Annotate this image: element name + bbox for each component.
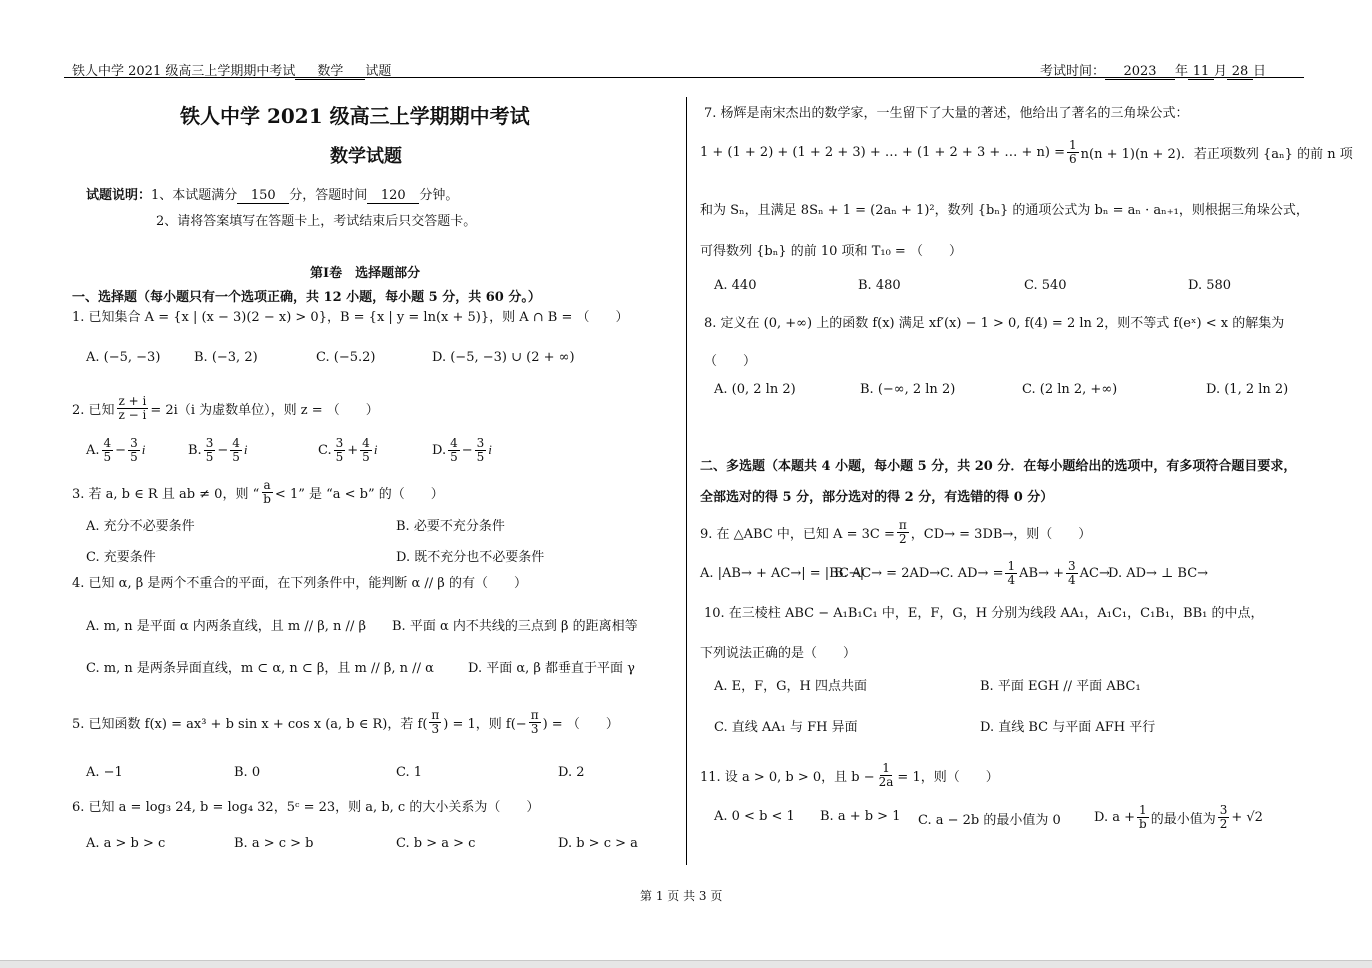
q3-option-d: D. 既不充分也不必要条件 — [396, 550, 545, 565]
q2-option-d: D. $\frac{4}{5}$ − $\frac{3}{5}$ i — [432, 435, 492, 464]
q11-option-d: D. a + $\frac{1}{b}$ 的最小值为 $\frac{3}{2}$ + √2 — [1094, 802, 1263, 831]
q2-option-b: B. $\frac{3}{5}$ − $\frac{4}{5}$ i — [188, 435, 248, 464]
instructions-label: 试题说明： — [86, 188, 152, 203]
q8-option-b: B. (−∞, 2 ln 2) — [860, 382, 956, 397]
q4-option-c: C. m, n 是两条异面直线，m ⊂ α, n ⊂ β，且 m // β, n // α — [86, 661, 434, 676]
q5-option-d: D. 2 — [558, 765, 585, 780]
q8-option-a: A. (0, 2 ln 2) — [714, 382, 796, 397]
q1-stem: 1. 已知集合 A = {x | (x − 3)(2 − x) > 0}，B = {x | y = ln(x + 5)}，则 A ∩ B = （ ） — [72, 310, 629, 325]
q8-option-c: C. (2 ln 2, +∞) — [1022, 382, 1118, 397]
q9-stem: 9. 在 △ABC 中，已知 A = 3C = $\frac{\pi}{2}$ ，CD→ = 3DB→，则（ ） — [700, 517, 1092, 546]
q10-line1: 10. 在三棱柱 ABC − A₁B₁C₁ 中，E，F，G，H 分别为线段 AA₁，A₁C₁，C₁B₁，BB₁ 的中点， — [704, 606, 1264, 621]
q4-option-b: B. 平面 α 内不共线的三点到 β 的距离相等 — [392, 619, 638, 634]
instructions-line1: 试题说明：1、本试题满分 150 分，答题时间 120 分钟。 — [86, 188, 459, 203]
q4-stem: 4. 已知 α, β 是两个不重合的平面，在下列条件中，能判断 α // β 的有（ ） — [72, 576, 527, 591]
header-subject: 数学 — [295, 65, 365, 80]
section1-heading: 一、选择题（每小题只有一个选项正确，共 12 小题，每小题 5 分，共 60 分。） — [72, 290, 541, 305]
q1-option-b: B. (−3, 2) — [194, 350, 258, 365]
header-right: 考试时间： 2023 年 11 月 28 日 — [1040, 64, 1267, 79]
q7-line1: 7. 杨辉是南宋杰出的数学家，一生留下了大量的著述，他给出了著名的三角垛公式： — [704, 106, 1189, 121]
header-exam-time-label: 考试时间： — [1040, 64, 1106, 79]
q9-option-b: B. AC→ = 2AD→ — [834, 566, 941, 581]
q7-option-c: C. 540 — [1024, 278, 1067, 293]
q5-option-c: C. 1 — [396, 765, 423, 780]
answer-time: 120 — [367, 189, 419, 204]
q5-option-a: A. −1 — [86, 765, 123, 780]
section1-title: 第Ⅰ卷 选择题部分 — [310, 266, 421, 281]
instructions-line2: 2、请将答案填写在答题卡上，考试结束后只交答题卡。 — [156, 214, 477, 229]
q8-option-d: D. (1, 2 ln 2) — [1206, 382, 1289, 397]
q1-option-a: A. (−5, −3) — [86, 350, 161, 365]
q10-line2: 下列说法正确的是（ ） — [700, 646, 857, 661]
q2-fraction: $\frac{z + i}{z - i}$ — [118, 393, 147, 422]
q1-option-d: D. (−5, −3) ∪ (2 + ∞) — [432, 350, 575, 365]
q10-option-d: D. 直线 BC 与平面 AFH 平行 — [980, 720, 1156, 735]
q7-line4: 可得数列 {bₙ} 的前 10 项和 T₁₀ = （ ） — [700, 244, 962, 259]
q3-stem: 3. 若 a, b ∈ R 且 ab ≠ 0，则 “ $\frac{a}{b}$ < 1” 是 “a < b” 的（ ） — [72, 477, 444, 506]
q6-option-d: D. b > c > a — [558, 836, 638, 851]
q7-line2: 1 + (1 + 2) + (1 + 2 + 3) + … + (1 + 2 + 3 + … + n) = $\frac{1}{6}$ n(n + 1)(n + 2)．若正项数列 {aₙ} 的前 n 项 — [700, 137, 1353, 166]
q11-option-a: A. 0 < b < 1 — [714, 809, 795, 824]
q2-option-c: C. $\frac{3}{5}$ + $\frac{4}{5}$ i — [318, 435, 378, 464]
full-score: 150 — [237, 189, 289, 204]
q10-option-c: C. 直线 AA₁ 与 FH 异面 — [714, 720, 858, 735]
q9-option-c: C. AD→ = $\frac{1}{4}$ AB→ + $\frac{3}{4}$ AC→ — [940, 558, 1110, 587]
header-day: 28 — [1227, 65, 1253, 80]
section2-heading-line1: 二、多选题（本题共 4 小题，每小题 5 分，共 20 分．在每小题给出的选项中，有多项符合题目要求， — [700, 459, 1297, 474]
q11-option-b: B. a + b > 1 — [820, 809, 901, 824]
header-month: 11 — [1188, 65, 1214, 80]
column-divider — [686, 97, 687, 865]
q9-option-a: A. |AB→ + AC→| = |BC→| — [700, 566, 865, 581]
q4-option-d: D. 平面 α, β 都垂直于平面 γ — [468, 661, 635, 676]
q6-option-a: A. a > b > c — [86, 836, 166, 851]
q8-line1: 8. 定义在 (0, +∞) 上的函数 f(x) 满足 xf′(x) − 1 > 0, f(4) = 2 ln 2，则不等式 f(eˣ) < x 的解集为 — [704, 316, 1285, 331]
q3-option-c: C. 充要条件 — [86, 550, 156, 565]
page-number: 第 1 页 共 3 页 — [640, 889, 723, 903]
q10-option-a: A. E，F，G，H 四点共面 — [714, 679, 868, 694]
page-title: 铁人中学 2021 级高三上学期期中考试 — [180, 104, 530, 128]
q3-option-a: A. 充分不必要条件 — [86, 519, 195, 534]
q1-option-c: C. (−5.2) — [316, 350, 376, 365]
header-suffix: 试题 — [365, 64, 392, 79]
page-subtitle: 数学试题 — [330, 146, 402, 167]
q9-option-d: D. AD→ ⊥ BC→ — [1108, 566, 1209, 581]
q7-option-b: B. 480 — [858, 278, 901, 293]
q6-stem: 6. 已知 a = log₃ 24, b = log₄ 32，5ᶜ = 23，则 a, b, c 的大小关系为（ ） — [72, 800, 540, 815]
q7-line3: 和为 Sₙ，且满足 8Sₙ + 1 = (2aₙ + 1)²，数列 {bₙ} 的通项公式为 bₙ = aₙ · aₙ₊₁，则根据三角垛公式， — [700, 203, 1309, 218]
q8-line2: （ ） — [704, 354, 757, 369]
section2-heading-line2: 全部选对的得 5 分，部分选对的得 2 分，有选错的得 0 分） — [700, 490, 1054, 505]
header-rule — [64, 77, 1304, 78]
q7-option-a: A. 440 — [714, 278, 757, 293]
q5-option-b: B. 0 — [234, 765, 261, 780]
q4-option-a: A. m, n 是平面 α 内两条直线，且 m // β, n // β — [86, 619, 366, 634]
q11-stem: 11. 设 a > 0, b > 0，且 b − $\frac{1}{2a}$ = 1，则（ ） — [700, 760, 999, 789]
q3-option-b: B. 必要不充分条件 — [396, 519, 505, 534]
q2-option-a: A. $\frac{4}{5}$ − $\frac{3}{5}$ i — [86, 435, 146, 464]
q6-option-b: B. a > c > b — [234, 836, 314, 851]
header-year: 2023 — [1105, 65, 1175, 80]
q5-stem: 5. 已知函数 f(x) = ax³ + b sin x + cos x (a, b ∈ R)，若 f( $\frac{\pi}{3}$ ) = 1，则 f(− $\frac{\pi}{3}$ ) = （ ） — [72, 707, 619, 736]
q7-option-d: D. 580 — [1188, 278, 1232, 293]
q2-stem: 2. 已知 $\frac{z + i}{z - i}$ = 2i（i 为虚数单位），则 z = （ ） — [72, 393, 379, 422]
header-school: 铁人中学 2021 级高三上学期期中考试 — [72, 64, 296, 79]
q10-option-b: B. 平面 EGH // 平面 ABC₁ — [980, 679, 1141, 694]
q11-option-c: C. a − 2b 的最小值为 0 — [918, 813, 1061, 828]
q6-option-c: C. b > a > c — [396, 836, 476, 851]
